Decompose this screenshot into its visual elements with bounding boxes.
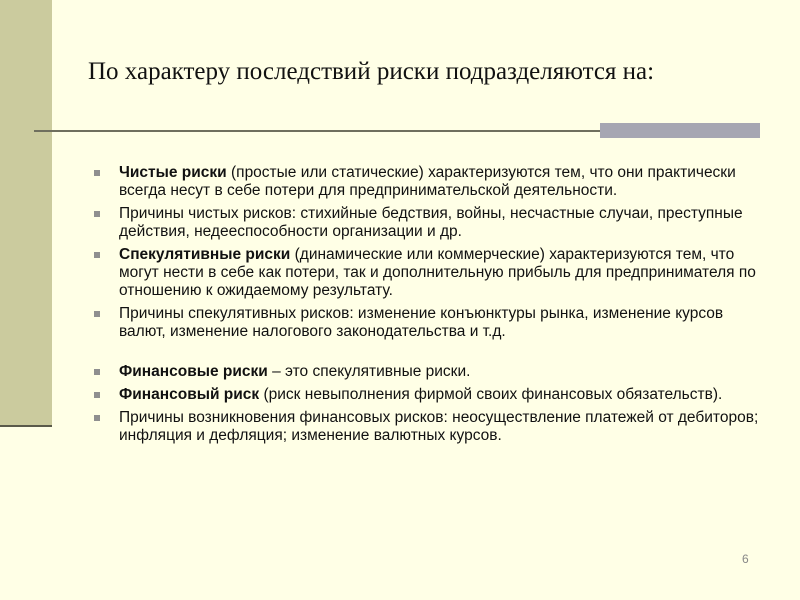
- list-item: [92, 363, 762, 381]
- square-bullet-icon: [94, 369, 100, 375]
- divider-accent-box: [600, 123, 760, 138]
- item-text: Причины спекулятивных рисков: изменение конъюнктуры рынка, изменение курсов валют, изменение налогового законодательства и т.д.: [119, 305, 724, 340]
- item-text: (риск невыполнения фирмой своих финансовых обязательств).: [259, 386, 723, 403]
- bullet-list: [92, 164, 762, 445]
- list-item: [92, 164, 762, 200]
- list-item: [92, 409, 762, 445]
- square-bullet-icon: [94, 252, 100, 258]
- square-bullet-icon: [94, 392, 100, 398]
- side-decor-line: [0, 425, 52, 427]
- list-item: [92, 205, 762, 241]
- item-term: Чистые риски: [119, 164, 227, 181]
- item-text: (динамические или коммерческие) характеризуются тем, что могут нести в себе как потери, так и дополнительную прибыль для предпринимателя по отношению к ожидаемому результату.: [119, 246, 756, 299]
- square-bullet-icon: [94, 311, 100, 317]
- page-number: 6: [742, 552, 749, 566]
- side-decor-bar: [0, 0, 52, 425]
- item-text: Причины чистых рисков: стихийные бедствия, войны, несчастные случаи, преступные действия, недееспособности организации и др.: [119, 205, 743, 240]
- square-bullet-icon: [94, 170, 100, 176]
- title-divider: [34, 130, 602, 132]
- item-term: Финансовый риск: [119, 386, 260, 403]
- item-text: (простые или статические) характеризуются тем, что они практически всегда несут в себе потери для предпринимательской деятельности.: [119, 164, 736, 199]
- item-text: – это спекулятивные риски.: [267, 363, 471, 380]
- square-bullet-icon: [94, 211, 100, 217]
- list-item: [92, 305, 762, 341]
- item-text: Причины возникновения финансовых рисков: неосуществление платежей от дебиторов; инфляция и дефляция; изменение валютных курсов.: [119, 409, 759, 444]
- item-term: Финансовые риски: [119, 363, 268, 380]
- list-item: [92, 386, 762, 404]
- list-item: [92, 246, 762, 300]
- item-term: Спекулятивные риски: [119, 246, 291, 263]
- square-bullet-icon: [94, 415, 100, 421]
- slide-title: По характеру последствий риски подразделяются на:: [88, 58, 655, 85]
